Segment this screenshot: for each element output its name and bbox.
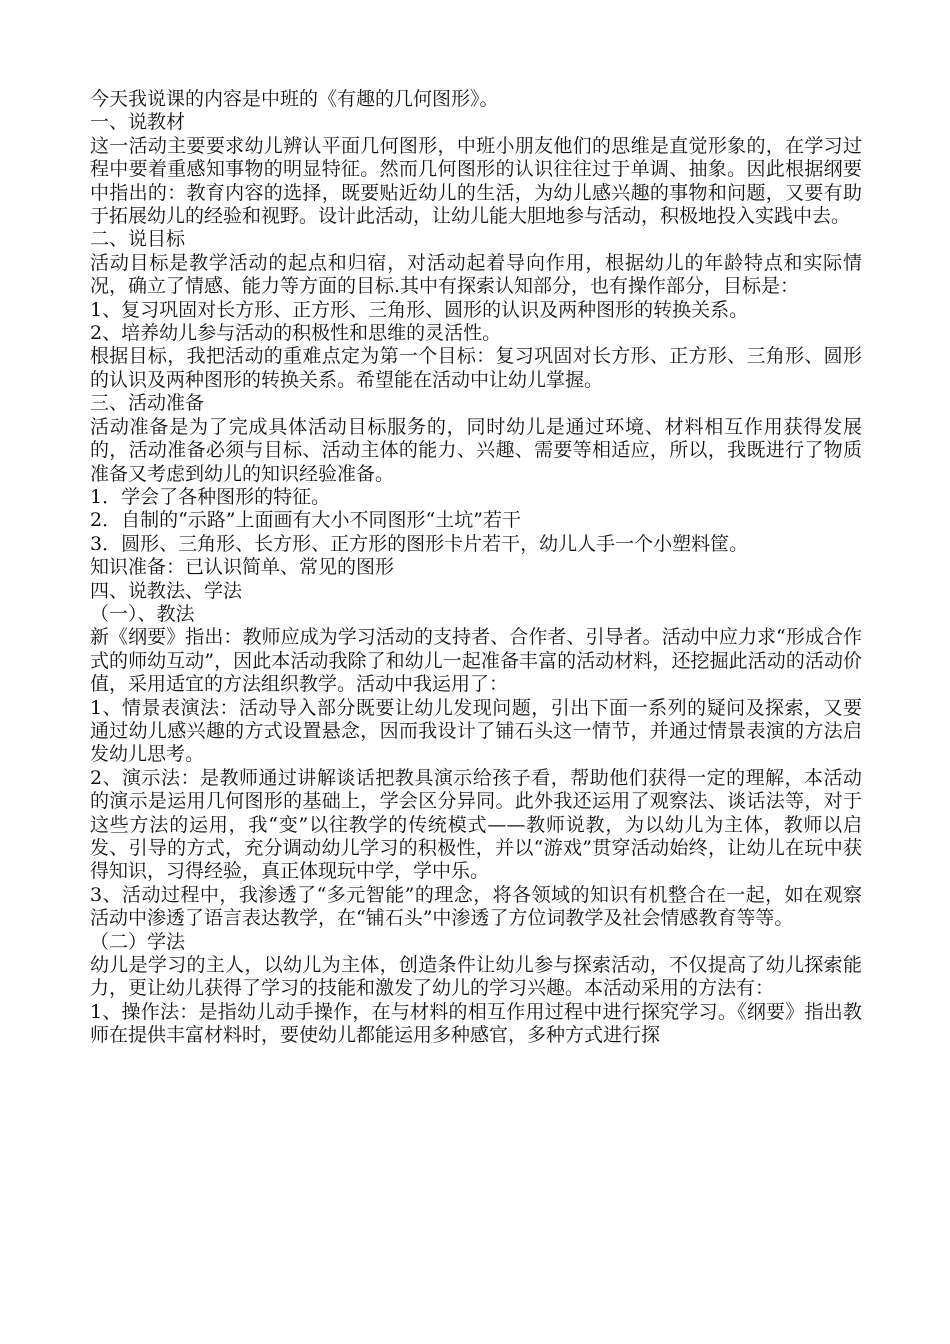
knowledge-preparation: 知识准备：已认识简单、常见的图形 xyxy=(90,556,395,579)
preparation-item-2: 2．自制的“示路”上面画有大小不同图形“土坑”若干 xyxy=(90,509,521,532)
goal-item-1: 1、复习巩固对长方形、正方形、三角形、圆形的认识及两种图形的转换关系。 xyxy=(90,298,749,321)
preparation-paragraph: 活动准备是为了完成具体活动目标服务的，同时幼儿是通过环境、材料相互作用获得发展的，活动准备必须与目标、活动主体的能力、兴趣、需要等相适应，所以，我既进行了物质准备又考虑到幼儿的知识经验准备。 xyxy=(90,415,862,485)
subheading-teaching-methods: （一）、教法 xyxy=(90,602,195,625)
intro-paragraph: 今天我说课的内容是中班的《有趣的几何图形》。 xyxy=(90,88,499,110)
method-item-3: 3、活动过程中，我渗透了“多元智能”的理念，将各领域的知识有机整合在一起，如在观察活动中渗透了语言表达教学，在“铺石头”中渗透了方位词教学及社会情感教育等等。 xyxy=(90,883,862,930)
teaching-methods-paragraph: 新《纲要》指出：教师应成为学习活动的支持者、合作者、引导者。活动中应力求“形成合作式的师幼互动”，因此本活动我除了和幼儿一起准备丰富的活动材料，还挖掘此活动的活动价值，采用适宜的方法组织教学。活动中我运用了： xyxy=(90,626,862,696)
subheading-learning-methods: （二）学法 xyxy=(90,930,186,953)
method-item-2: 2、演示法：是教师通过讲解谈话把教具演示给孩子看，帮助他们获得一定的理解，本活动的演示是运用几何图形的基础上，学会区分异同。此外我还运用了观察法、谈话法等，对于这些方法的运用，我“变”以往教学的传统模式——教师说教，为以幼儿为主体，教师以启发、引导的方式，充分调动幼儿学习的积极性，并以“游戏”贯穿活动始终，让幼儿在玩中获得知识，习得经验，真正体现玩中学，学中乐。 xyxy=(90,766,862,883)
textbook-paragraph: 这一活动主要要求幼儿辨认平面几何图形，中班小朋友他们的思维是直觉形象的，在学习过程中要着重感知事物的明显特征。然而几何图形的认识往往过于单调、抽象。因此根据纲要中指出的：教育内容的选择，既要贴近幼儿的生活，为幼儿感兴趣的事物和问题，又要有助于拓展幼儿的经验和视野。设计此活动，让幼儿能大胆地参与活动，积极地投入实践中去。 xyxy=(90,134,862,228)
method-item-1: 1、情景表演法：活动导入部分既要让幼儿发现问题，引出下面一系列的疑问及探索，又要通过幼儿感兴趣的方式设置悬念，因而我设计了铺石头这一情节，并通过情景表演的方法启发幼儿思考。 xyxy=(90,696,862,766)
key-difficulty-paragraph: 根据目标，我把活动的重难点定为第一个目标：复习巩固对长方形、正方形、三角形、圆形的认识及两种图形的转换关系。希望能在活动中让幼儿掌握。 xyxy=(90,345,862,391)
section-heading-preparation: 三、活动准备 xyxy=(90,392,205,415)
section-heading-methods: 四、说教法、学法 xyxy=(90,579,243,602)
preparation-item-1: 1．学会了各种图形的特征。 xyxy=(90,485,331,508)
goal-item-2: 2、培养幼儿参与活动的积极性和思维的灵活性。 xyxy=(90,322,502,345)
section-heading-goals: 二、说目标 xyxy=(90,228,186,251)
goals-paragraph: 活动目标是教学活动的起点和归宿，对活动起着导向作用，根据幼儿的年龄特点和实际情况，确立了情感、能力等方面的目标.其中有探索认知部分，也有操作部分，目标是： xyxy=(90,251,862,298)
document-page xyxy=(90,88,862,1048)
learning-method-item-1: 1、操作法：是指幼儿动手操作，在与材料的相互作用过程中进行探究学习。《纲要》指出教师在提供丰富材料时，要使幼儿都能运用多种感官，多种方式进行探 xyxy=(90,1000,862,1047)
section-heading-textbook: 一、说教材 xyxy=(90,111,186,134)
learning-methods-paragraph: 幼儿是学习的主人，以幼儿为主体，创造条件让幼儿参与探索活动，不仅提高了幼儿探索能力，更让幼儿获得了学习的技能和激发了幼儿的学习兴趣。本活动采用的方法有： xyxy=(90,954,862,1000)
preparation-item-3: 3．圆形、三角形、长方形、正方形的图形卡片若干，幼儿人手一个小塑料筐。 xyxy=(90,532,749,555)
